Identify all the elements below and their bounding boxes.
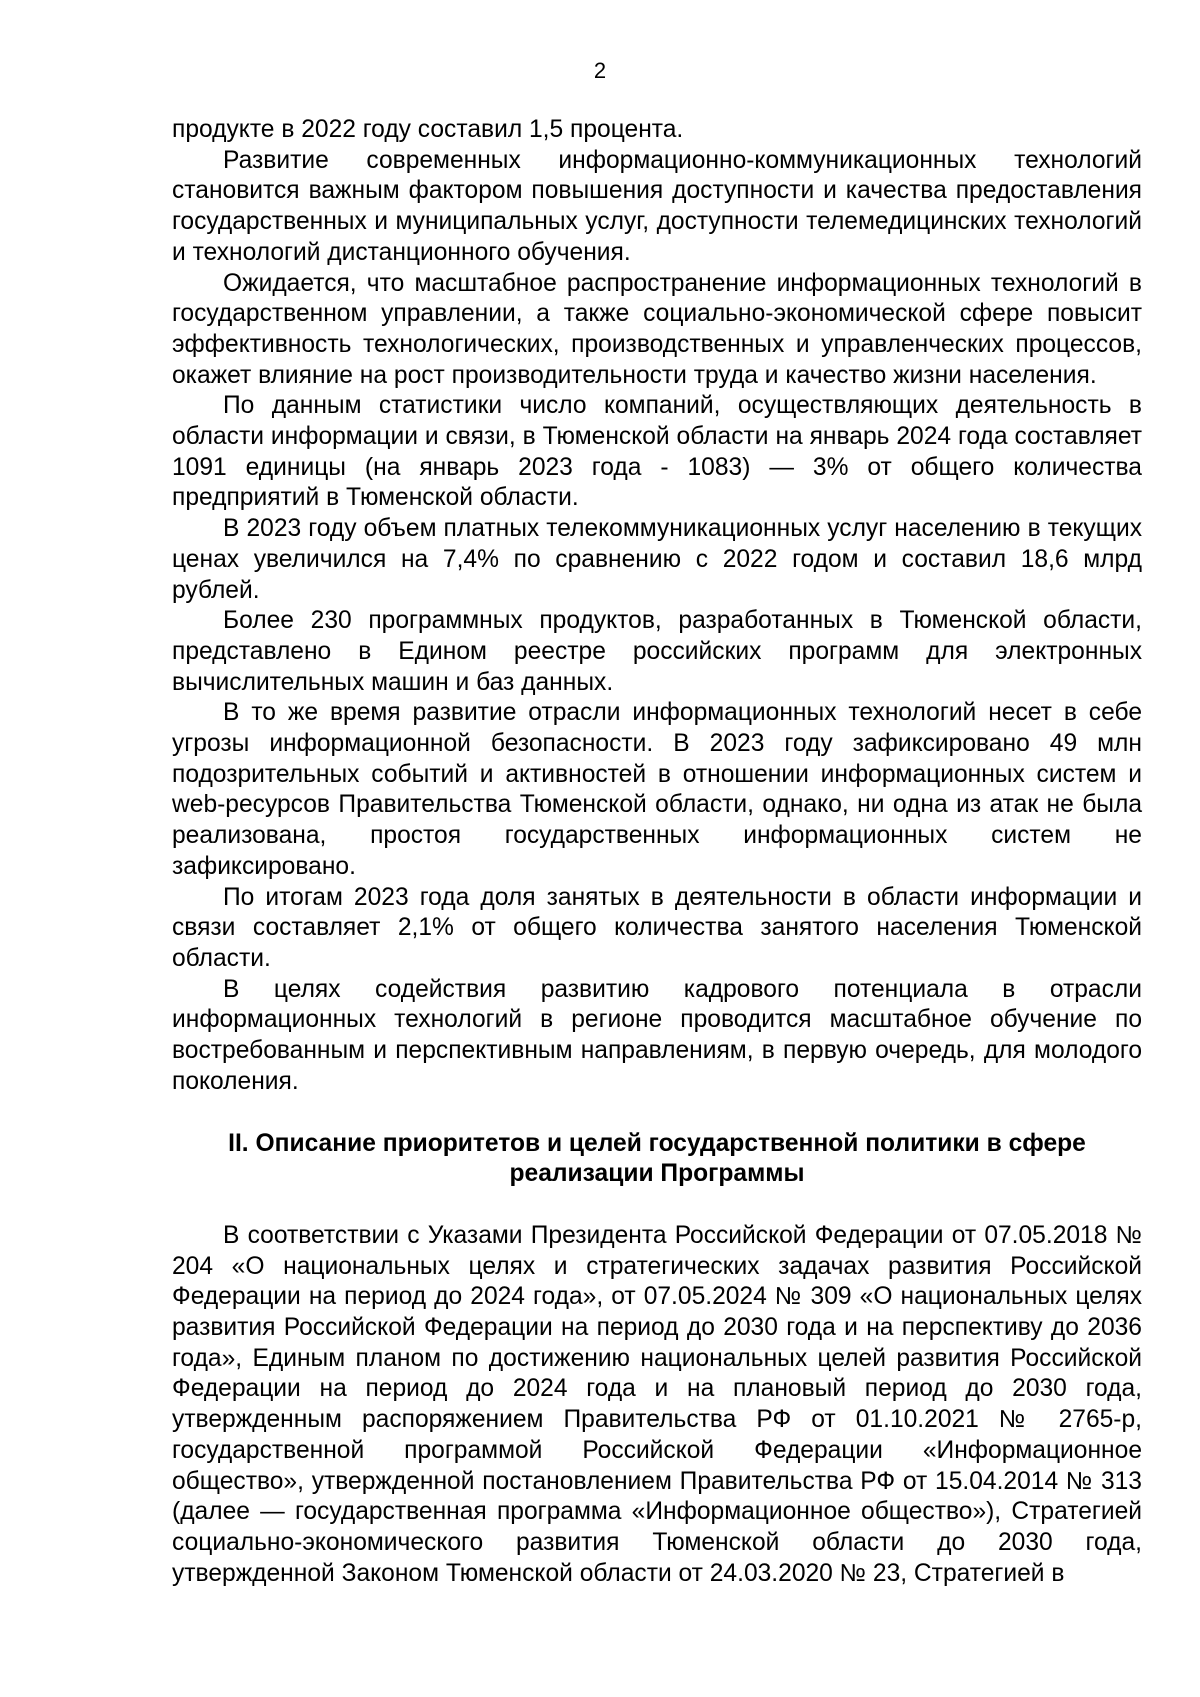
paragraph-company-statistics: По данным статистики число компаний, осуществляющих деятельность в области информации и связи, в Тюменской области на январь 2024 года составляет 1091 единицы (на январь 2023 года - 1083) — 3% от общего количества предприятий в Тюменской области. [172, 392, 1142, 512]
paragraph-continuation: продукте в 2022 году составил 1,5 процента. [172, 116, 684, 143]
paragraph-staff-training: В целях содействия развитию кадрового потенциала в отрасли информационных технологий в регионе проводится масштабное обучение по востребованным и перспективным направлениям, в первую очередь, для молодого поколения. [172, 975, 1142, 1095]
paragraph-employment-share: По итогам 2023 года доля занятых в деятельности в области информации и связи составляет 2,1% от общего количества занятого населения Тюменской области. [172, 883, 1142, 972]
paragraph-expected-effects: Ожидается, что масштабное распространение информационных технологий в государственном управлении, а также социально-экономической сфере повысит эффективность технологических, производственных и управленческих процессов, окажет влияние на рост производительности труда и качество жизни населения. [172, 269, 1142, 389]
paragraph-ict-development: Развитие современных информационно-коммуникационных технологий становится важным фактором повышения доступности и качества предоставления государственных и муниципальных услуг, доступности телемедицинских технологий и технологий дистанционного обучения. [172, 146, 1142, 266]
paragraph-software-registry: Более 230 программных продуктов, разработанных в Тюменской области, представлено в Едином реестре российских программ для электронных вычислительных машин и баз данных. [172, 607, 1142, 696]
paragraph-presidential-decrees: В соответствии с Указами Президента Российской Федерации от 07.05.2018 № 204 «О национальных целях и стратегических задачах развития Российской Федерации на период до 2024 года», от 07.05.2024 № 309 «О национальных целях развития Российской Федерации на период до 2030 года и на перспективу до 2036 года», Единым планом по достижению национальных целей развития Российской Федерации на период до 2024 года и на плановый период до 2030 года, утвержденным распоряжением Правительства РФ от 01.10.2021 № 2765-р, государственной программой Российской Федерации «Информационное общество», утвержденной постановлением Правительства РФ от 15.04.2014 № 313 (далее — государственная программа «Информационное общество»), Стратегией социально-экономического развития Тюменской области до 2030 года, утвержденной Законом Тюменской области от 24.03.2020 № 23, Стратегией в [172, 1221, 1142, 1587]
paragraph-telecom-services: В 2023 году объем платных телекоммуникационных услуг населению в текущих ценах увеличился на 7,4% по сравнению с 2022 годом и составил 18,6 млрд рублей. [172, 515, 1142, 604]
paragraph-security-threats: В то же время развитие отрасли информационных технологий несет в себе угрозы информационной безопасности. В 2023 году зафиксировано 49 млн подозрительных событий и активностей в отношении информационных систем и web-ресурсов Правительства Тюменской области, однако, ни одна из атак не была реализована, простоя государственных информационных систем не зафиксировано. [172, 699, 1142, 880]
document-body [172, 115, 1142, 1589]
page-number: 2 [593, 58, 607, 83]
section-heading: II. Описание приоритетов и целей государственной политики в сфере реализации Программы [228, 1129, 1086, 1188]
